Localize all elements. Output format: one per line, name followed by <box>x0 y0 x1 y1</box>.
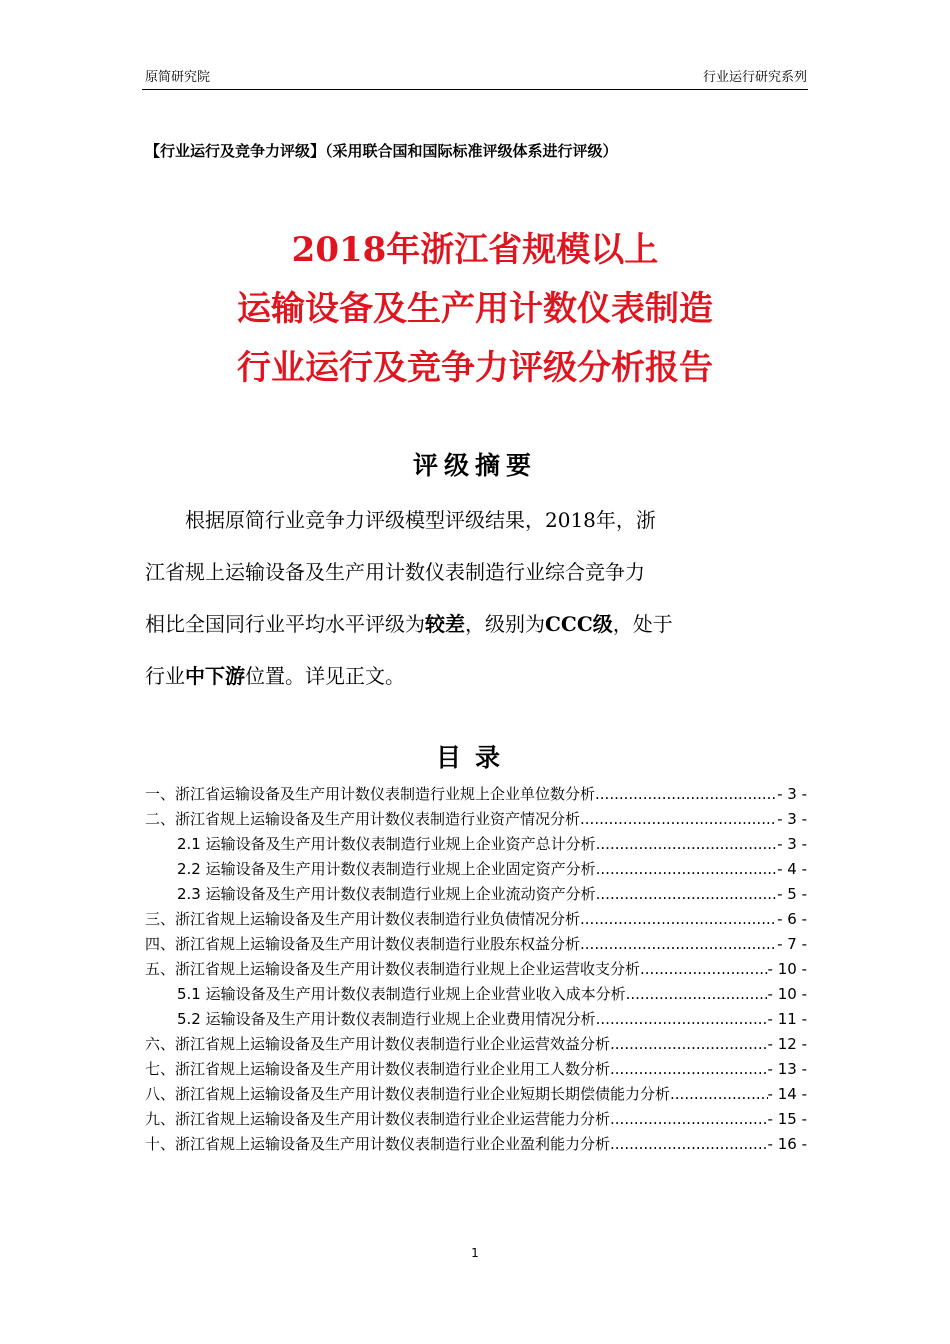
toc-item-text: 5.2 运输设备及生产用计数仪表制造行业规上企业费用情况分析 <box>177 1010 596 1028</box>
toc-item-text: 六、浙江省规上运输设备及生产用计数仪表制造行业企业运营效益分析 <box>145 1035 611 1053</box>
toc-leader <box>596 832 777 857</box>
toc-item-page: - 10 - <box>767 985 807 1003</box>
page-number: 1 <box>471 1246 479 1260</box>
toc-item[interactable] <box>145 1057 807 1082</box>
toc-item[interactable] <box>145 1082 807 1107</box>
toc-item-page: - 6 - <box>777 910 807 928</box>
toc-heading: 目录 <box>435 743 514 772</box>
toc-item[interactable] <box>145 907 807 932</box>
toc-item-page: - 10 - <box>767 960 807 978</box>
toc-item-page: - 11 - <box>767 1010 807 1028</box>
toc-item-text: 一、浙江省运输设备及生产用计数仪表制造行业规上企业单位数分析 <box>145 785 596 803</box>
toc-leader <box>626 982 768 1007</box>
toc-item-text: 三、浙江省规上运输设备及生产用计数仪表制造行业负债情况分析 <box>145 910 581 928</box>
summary-line <box>145 650 807 702</box>
toc-item-page: - 3 - <box>777 810 807 828</box>
toc-leader <box>640 957 768 982</box>
toc-item-text: 2.1 运输设备及生产用计数仪表制造行业规上企业资产总计分析 <box>177 835 596 853</box>
toc-item-text: 二、浙江省规上运输设备及生产用计数仪表制造行业资产情况分析 <box>145 810 581 828</box>
header-rule <box>142 89 808 90</box>
toc-leader <box>596 1007 768 1032</box>
table-of-contents <box>145 782 807 1157</box>
rating-word: 较差 <box>425 612 465 636</box>
summary-line: 江省规上运输设备及生产用计数仪表制造行业综合竞争力 <box>145 560 645 584</box>
report-title-line-3: 行业运行及竞争力评级分析报告 <box>237 348 713 388</box>
summary-text: 位置。详见正文。 <box>245 664 405 688</box>
summary-text: 行业 <box>145 664 185 688</box>
toc-item-text: 八、浙江省规上运输设备及生产用计数仪表制造行业企业短期长期偿债能力分析 <box>145 1085 671 1103</box>
toc-item-page: - 16 - <box>767 1135 807 1153</box>
summary-text: ，处于 <box>612 612 673 636</box>
toc-item-page: - 7 - <box>777 935 807 953</box>
toc-item-text: 5.1 运输设备及生产用计数仪表制造行业规上企业营业收入成本分析 <box>177 985 626 1003</box>
toc-item[interactable] <box>145 807 807 832</box>
toc-item-page: - 13 - <box>767 1060 807 1078</box>
toc-leader <box>596 882 777 907</box>
toc-subitem[interactable] <box>145 832 807 857</box>
toc-item[interactable] <box>145 1032 807 1057</box>
toc-item[interactable] <box>145 932 807 957</box>
header-publisher: 原简研究院 <box>145 70 211 85</box>
toc-subitem[interactable] <box>145 857 807 882</box>
toc-item[interactable] <box>145 1132 807 1157</box>
series-note: 【行业运行及竞争力评级】（采用联合国和国际标准评级体系进行评级） <box>145 142 618 160</box>
toc-item-page: - 12 - <box>767 1035 807 1053</box>
summary-text: 相比全国同行业平均水平评级为 <box>145 612 425 636</box>
toc-item[interactable] <box>145 957 807 982</box>
toc-leader <box>580 807 777 832</box>
report-title-line-2: 运输设备及生产用计数仪表制造 <box>237 289 713 329</box>
toc-item-text: 九、浙江省规上运输设备及生产用计数仪表制造行业企业运营能力分析 <box>145 1110 611 1128</box>
toc-leader <box>596 857 777 882</box>
toc-leader <box>580 932 777 957</box>
toc-item-page: - 14 - <box>767 1085 807 1103</box>
rating-grade: CCC级 <box>545 612 613 636</box>
toc-item-text: 2.3 运输设备及生产用计数仪表制造行业规上企业流动资产分析 <box>177 885 596 903</box>
toc-leader <box>610 1057 768 1082</box>
summary-body <box>145 494 807 702</box>
toc-leader <box>670 1082 768 1107</box>
summary-line <box>145 598 807 650</box>
toc-item-text: 十、浙江省规上运输设备及生产用计数仪表制造行业企业盈利能力分析 <box>145 1135 611 1153</box>
toc-item-text: 五、浙江省规上运输设备及生产用计数仪表制造行业规上企业运营收支分析 <box>145 960 641 978</box>
toc-item-page: - 3 - <box>777 835 807 853</box>
page-header <box>145 66 807 86</box>
toc-item-page: - 5 - <box>777 885 807 903</box>
summary-heading: 评级摘要 <box>412 451 537 480</box>
toc-item-page: - 3 - <box>777 785 807 803</box>
header-series: 行业运行研究系列 <box>702 70 807 85</box>
toc-leader <box>610 1107 768 1132</box>
toc-item-text: 七、浙江省规上运输设备及生产用计数仪表制造行业企业用工人数分析 <box>145 1060 611 1078</box>
toc-leader <box>580 907 777 932</box>
toc-subitem[interactable] <box>145 882 807 907</box>
toc-subitem[interactable] <box>145 1007 807 1032</box>
toc-item-text: 2.2 运输设备及生产用计数仪表制造行业规上企业固定资产分析 <box>177 860 596 878</box>
toc-leader <box>610 1132 768 1157</box>
summary-text: ，级别为 <box>465 612 545 636</box>
toc-item-page: - 4 - <box>777 860 807 878</box>
toc-subitem[interactable] <box>145 982 807 1007</box>
report-title-line-1: 2018年浙江省规模以上 <box>291 230 659 270</box>
rating-position: 中下游 <box>185 664 245 688</box>
toc-item-page: - 15 - <box>767 1110 807 1128</box>
summary-line: 根据原简行业竞争力评级模型评级结果，2018年，浙 <box>185 508 656 532</box>
toc-item[interactable] <box>145 782 807 807</box>
toc-leader <box>595 782 777 807</box>
toc-item-text: 四、浙江省规上运输设备及生产用计数仪表制造行业股东权益分析 <box>145 935 581 953</box>
toc-item[interactable] <box>145 1107 807 1132</box>
toc-leader <box>610 1032 768 1057</box>
